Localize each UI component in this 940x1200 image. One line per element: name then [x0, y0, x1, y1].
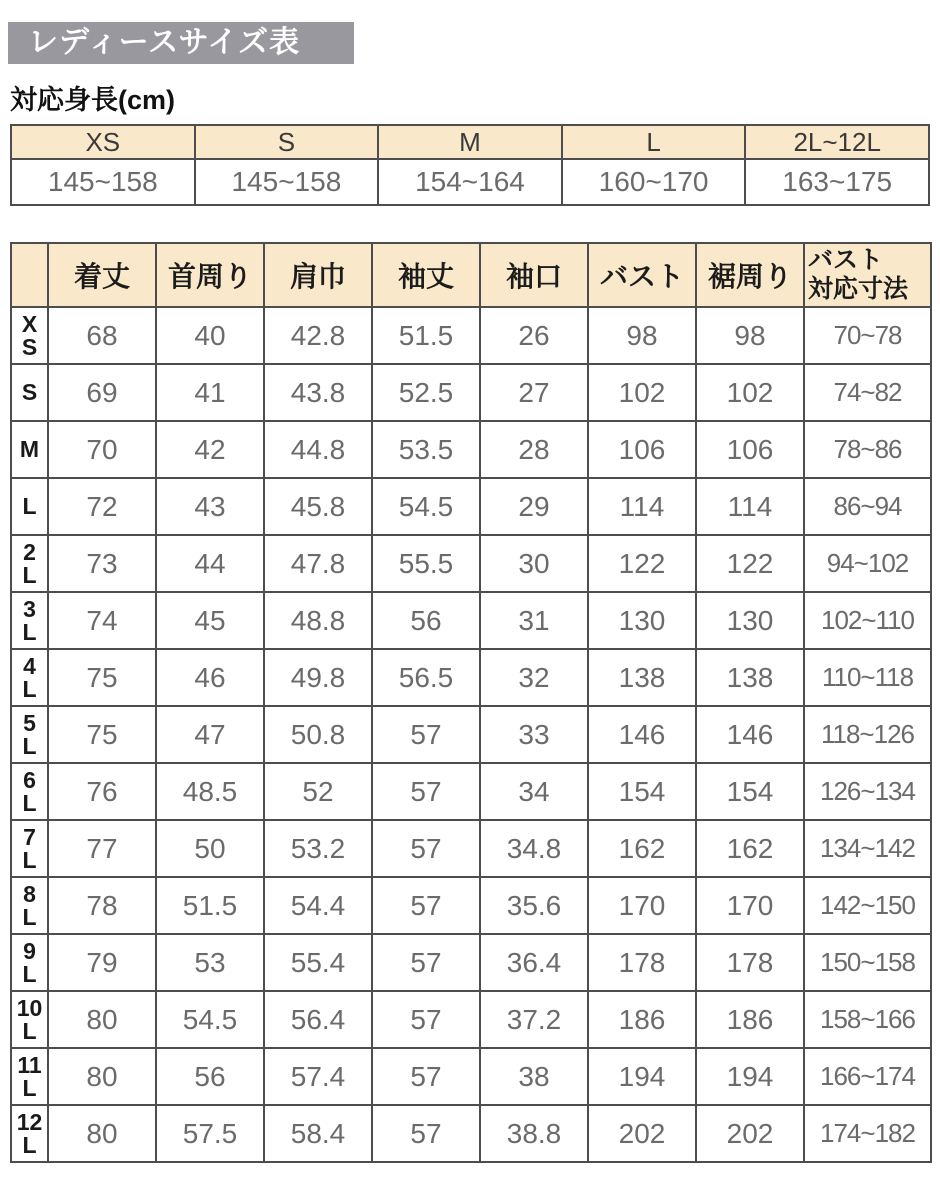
size-row-7l	[11, 820, 931, 877]
measurement-cell: 38.8	[480, 1105, 588, 1162]
size-col-header: 袖口	[480, 243, 588, 307]
measurement-cell: 54.4	[264, 877, 372, 934]
bust-range-cell: 86~94	[804, 478, 931, 535]
measurement-cell: 72	[48, 478, 156, 535]
measurement-cell: 26	[480, 307, 588, 364]
measurement-cell: 55.5	[372, 535, 480, 592]
measurement-cell: 194	[588, 1048, 696, 1105]
size-row-label-line: L	[22, 1131, 37, 1158]
size-table-corner-cell	[11, 243, 48, 307]
size-measurements-table	[10, 242, 932, 1163]
measurement-cell: 70	[48, 421, 156, 478]
measurement-cell: 186	[696, 991, 804, 1048]
size-row-label-line: 10	[16, 994, 43, 1021]
size-row-label-line: L	[22, 789, 37, 816]
bust-range-cell: 110~118	[804, 649, 931, 706]
measurement-cell: 53.5	[372, 421, 480, 478]
size-row-label-line: 3	[23, 595, 36, 622]
measurement-cell: 162	[588, 820, 696, 877]
measurement-cell: 43.8	[264, 364, 372, 421]
size-row-label-line: L	[22, 618, 37, 645]
measurement-cell: 53.2	[264, 820, 372, 877]
page-title: レディースサイズ表	[8, 22, 354, 64]
bust-range-cell: 126~134	[804, 763, 931, 820]
measurement-cell: 56.4	[264, 991, 372, 1048]
measurement-cell: 79	[48, 934, 156, 991]
measurement-cell: 57	[372, 820, 480, 877]
measurement-cell: 106	[588, 421, 696, 478]
bust-range-col-header	[804, 243, 931, 307]
measurement-cell: 56	[156, 1048, 264, 1105]
height-range-table	[10, 124, 930, 206]
measurement-cell: 37.2	[480, 991, 588, 1048]
measurement-cell: 27	[480, 364, 588, 421]
bust-range-cell: 150~158	[804, 934, 931, 991]
size-row-8l	[11, 877, 931, 934]
measurement-cell: 102	[696, 364, 804, 421]
size-row-label	[11, 649, 48, 706]
measurement-cell: 56.5	[372, 649, 480, 706]
measurement-cell: 76	[48, 763, 156, 820]
measurement-cell: 98	[696, 307, 804, 364]
size-row-label-line: 11	[17, 1051, 42, 1078]
measurement-cell: 130	[696, 592, 804, 649]
measurement-cell: 202	[696, 1105, 804, 1162]
size-row-10l	[11, 991, 931, 1048]
height-range-value: 163~175	[745, 159, 929, 205]
measurement-cell: 43	[156, 478, 264, 535]
size-row-label-line: 8	[23, 880, 36, 907]
measurement-cell: 49.8	[264, 649, 372, 706]
measurement-cell: 154	[696, 763, 804, 820]
height-col-header-m: M	[378, 125, 562, 159]
size-row-12l	[11, 1105, 931, 1162]
bust-range-header-line: 対応寸法	[808, 275, 909, 303]
measurement-cell: 57	[372, 934, 480, 991]
measurement-cell: 50.8	[264, 706, 372, 763]
measurement-cell: 138	[696, 649, 804, 706]
measurement-cell: 54.5	[372, 478, 480, 535]
measurement-cell: 40	[156, 307, 264, 364]
size-row-label-line: L	[22, 960, 37, 987]
measurement-cell: 75	[48, 706, 156, 763]
size-row-6l	[11, 763, 931, 820]
measurement-cell: 69	[48, 364, 156, 421]
size-col-header: 首周り	[156, 243, 264, 307]
size-row-label-line: 5	[23, 709, 36, 736]
measurement-cell: 57	[372, 877, 480, 934]
bust-range-cell: 102~110	[804, 592, 931, 649]
bust-range-cell: 70~78	[804, 307, 931, 364]
size-row-label-line: S	[21, 333, 38, 360]
height-col-header-s: S	[195, 125, 379, 159]
measurement-cell: 57.5	[156, 1105, 264, 1162]
size-table-body	[11, 307, 931, 1162]
size-row-label	[11, 592, 48, 649]
size-row-2l	[11, 535, 931, 592]
size-row-label	[11, 364, 48, 421]
size-col-header: バスト	[588, 243, 696, 307]
size-row-9l	[11, 934, 931, 991]
measurement-cell: 202	[588, 1105, 696, 1162]
height-col-header-xs: XS	[11, 125, 195, 159]
size-row-3l	[11, 592, 931, 649]
bust-range-cell: 142~150	[804, 877, 931, 934]
measurement-cell: 53	[156, 934, 264, 991]
size-row-label-line: L	[22, 903, 37, 930]
measurement-cell: 57	[372, 1105, 480, 1162]
measurement-cell: 68	[48, 307, 156, 364]
size-row-label-line: L	[22, 561, 37, 588]
height-range-value: 145~158	[195, 159, 379, 205]
measurement-cell: 57	[372, 1048, 480, 1105]
measurement-cell: 35.6	[480, 877, 588, 934]
size-row-label	[11, 1048, 48, 1105]
measurement-cell: 55.4	[264, 934, 372, 991]
measurement-cell: 51.5	[372, 307, 480, 364]
height-col-header-l: L	[562, 125, 746, 159]
measurement-cell: 80	[48, 991, 156, 1048]
measurement-cell: 57.4	[264, 1048, 372, 1105]
measurement-cell: 57	[372, 991, 480, 1048]
size-row-label-line: L	[22, 675, 37, 702]
size-row-label	[11, 478, 48, 535]
measurement-cell: 114	[696, 478, 804, 535]
measurement-cell: 114	[588, 478, 696, 535]
measurement-cell: 170	[696, 877, 804, 934]
measurement-cell: 48.8	[264, 592, 372, 649]
measurement-cell: 77	[48, 820, 156, 877]
measurement-cell: 32	[480, 649, 588, 706]
measurement-cell: 57	[372, 763, 480, 820]
size-row-xs	[11, 307, 931, 364]
measurement-cell: 47.8	[264, 535, 372, 592]
measurement-cell: 41	[156, 364, 264, 421]
size-row-m	[11, 421, 931, 478]
bust-range-cell: 174~182	[804, 1105, 931, 1162]
size-row-label	[11, 421, 48, 478]
size-row-label-line: 7	[23, 823, 36, 850]
measurement-cell: 46	[156, 649, 264, 706]
size-row-label-line: 12	[16, 1108, 43, 1135]
height-range-value: 154~164	[378, 159, 562, 205]
measurement-cell: 42	[156, 421, 264, 478]
measurement-cell: 102	[588, 364, 696, 421]
measurement-cell: 30	[480, 535, 588, 592]
measurement-cell: 56	[372, 592, 480, 649]
bust-range-cell: 94~102	[804, 535, 931, 592]
measurement-cell: 28	[480, 421, 588, 478]
size-row-label-line: 4	[23, 652, 36, 679]
measurement-cell: 170	[588, 877, 696, 934]
measurement-cell: 186	[588, 991, 696, 1048]
bust-range-cell: 78~86	[804, 421, 931, 478]
bust-range-cell: 158~166	[804, 991, 931, 1048]
height-table-header-row	[11, 125, 929, 159]
measurement-cell: 146	[696, 706, 804, 763]
measurement-cell: 34.8	[480, 820, 588, 877]
size-row-label	[11, 877, 48, 934]
measurement-cell: 146	[588, 706, 696, 763]
size-row-11l	[11, 1048, 931, 1105]
measurement-cell: 74	[48, 592, 156, 649]
measurement-cell: 47	[156, 706, 264, 763]
height-range-value: 160~170	[562, 159, 746, 205]
measurement-cell: 54.5	[156, 991, 264, 1048]
size-row-label	[11, 763, 48, 820]
size-row-5l	[11, 706, 931, 763]
measurement-cell: 57	[372, 706, 480, 763]
measurement-cell: 58.4	[264, 1105, 372, 1162]
size-row-label-line: S	[21, 379, 38, 406]
size-col-header: 肩巾	[264, 243, 372, 307]
measurement-cell: 80	[48, 1105, 156, 1162]
measurement-cell: 162	[696, 820, 804, 877]
measurement-cell: 178	[588, 934, 696, 991]
size-row-l	[11, 478, 931, 535]
size-row-label-line: 9	[23, 937, 36, 964]
measurement-cell: 106	[696, 421, 804, 478]
size-row-label	[11, 307, 48, 364]
measurement-cell: 154	[588, 763, 696, 820]
size-table-header-row	[11, 243, 931, 307]
measurement-cell: 45.8	[264, 478, 372, 535]
measurement-cell: 38	[480, 1048, 588, 1105]
measurement-cell: 45	[156, 592, 264, 649]
measurement-cell: 130	[588, 592, 696, 649]
measurement-cell: 31	[480, 592, 588, 649]
measurement-cell: 178	[696, 934, 804, 991]
size-row-label-line: 2	[23, 538, 36, 565]
measurement-cell: 52.5	[372, 364, 480, 421]
size-row-label	[11, 1105, 48, 1162]
size-row-label	[11, 820, 48, 877]
bust-range-header-line: バスト	[808, 246, 884, 275]
measurement-cell: 29	[480, 478, 588, 535]
measurement-cell: 48.5	[156, 763, 264, 820]
measurement-cell: 122	[696, 535, 804, 592]
measurement-cell: 138	[588, 649, 696, 706]
size-row-label	[11, 535, 48, 592]
size-row-label	[11, 706, 48, 763]
size-row-label-line: L	[22, 1074, 37, 1101]
size-row-label-line: L	[22, 493, 37, 520]
height-col-header-2l12l: 2L~12L	[745, 125, 929, 159]
measurement-cell: 42.8	[264, 307, 372, 364]
bust-range-cell: 74~82	[804, 364, 931, 421]
bust-range-cell: 134~142	[804, 820, 931, 877]
bust-range-cell: 166~174	[804, 1048, 931, 1105]
measurement-cell: 51.5	[156, 877, 264, 934]
measurement-cell: 52	[264, 763, 372, 820]
size-col-header: 着丈	[48, 243, 156, 307]
measurement-cell: 194	[696, 1048, 804, 1105]
size-row-label	[11, 991, 48, 1048]
size-row-label-line: M	[19, 436, 40, 463]
size-row-s	[11, 364, 931, 421]
size-row-label	[11, 934, 48, 991]
size-row-4l	[11, 649, 931, 706]
size-row-label-line: 6	[23, 766, 36, 793]
measurement-cell: 78	[48, 877, 156, 934]
measurement-cell: 80	[48, 1048, 156, 1105]
height-table-value-row	[11, 159, 929, 205]
size-col-header: 裾周り	[696, 243, 804, 307]
measurement-cell: 34	[480, 763, 588, 820]
size-row-label-line: X	[21, 310, 38, 337]
measurement-cell: 44.8	[264, 421, 372, 478]
measurement-cell: 33	[480, 706, 588, 763]
measurement-cell: 36.4	[480, 934, 588, 991]
size-col-header: 袖丈	[372, 243, 480, 307]
measurement-cell: 122	[588, 535, 696, 592]
height-range-label: 対応身長(cm)	[10, 85, 176, 115]
size-row-label-line: L	[22, 732, 37, 759]
measurement-cell: 98	[588, 307, 696, 364]
measurement-cell: 73	[48, 535, 156, 592]
measurement-cell: 44	[156, 535, 264, 592]
size-row-label-line: L	[22, 846, 37, 873]
measurement-cell: 75	[48, 649, 156, 706]
bust-range-cell: 118~126	[804, 706, 931, 763]
measurement-cell: 50	[156, 820, 264, 877]
height-range-value: 145~158	[11, 159, 195, 205]
size-row-label-line: L	[22, 1017, 37, 1044]
